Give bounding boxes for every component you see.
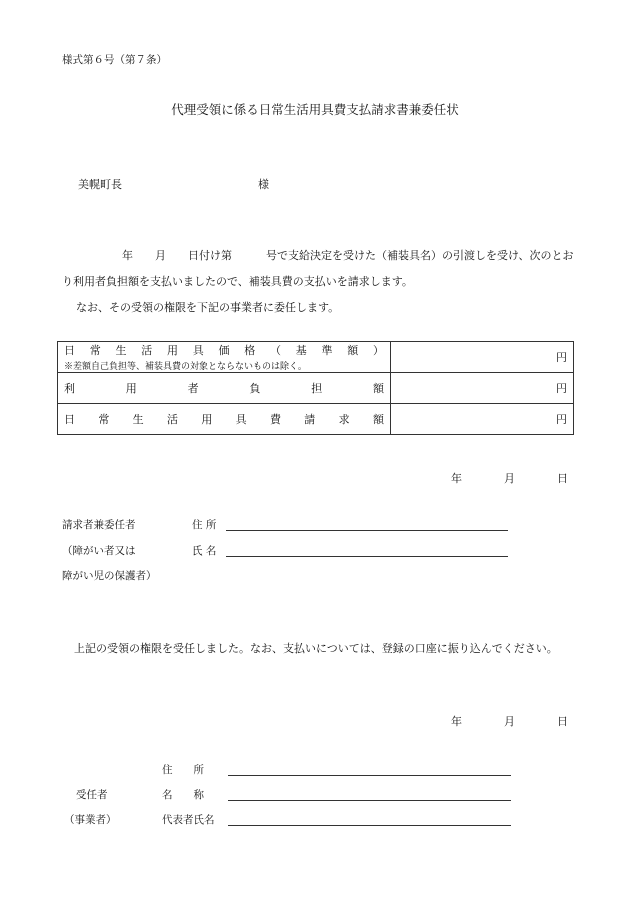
- table-row: [58, 373, 574, 404]
- agent-name-label: 名 称: [162, 789, 204, 801]
- day-label: 日: [557, 472, 568, 485]
- row-label-user-burden: 利 用 者 負 担 額: [64, 382, 384, 395]
- agent-address-label: 住 所: [162, 764, 204, 776]
- year-label: 年: [122, 249, 133, 262]
- agent-label: 受任者: [76, 789, 108, 801]
- applicant-label-sub: （障がい者又は: [62, 545, 136, 557]
- applicant-label-sub2: 障がい児の保護者）: [62, 570, 157, 582]
- day-label: 日: [557, 715, 568, 728]
- applicant-label: 請求者兼委任者: [62, 519, 136, 531]
- agent-name-input[interactable]: [228, 800, 511, 801]
- name-input[interactable]: [226, 556, 508, 557]
- month-label: 月: [155, 249, 166, 262]
- yen-unit: 円: [556, 382, 567, 395]
- table-row: [58, 404, 574, 435]
- date-line-2: [451, 713, 568, 729]
- amount-input-cell[interactable]: [391, 373, 574, 404]
- paragraph-delegation: なお、その受領の権限を下記の事業者に委任します。: [76, 301, 340, 314]
- paragraph-acceptance: 上記の受領の権限を受任しました。なお、支払いについては、登録の口座に振り込んでください。: [74, 642, 558, 655]
- address-label: 住 所: [192, 519, 217, 531]
- date-line-1: [451, 470, 568, 486]
- yen-unit: 円: [556, 351, 567, 364]
- paragraph-request: [62, 243, 582, 295]
- table-label-cell: [58, 373, 391, 404]
- page-title: 代理受領に係る日常生活用具費支払請求書兼委任状: [171, 102, 459, 117]
- year-label: 年: [451, 715, 462, 728]
- amount-table: [57, 341, 574, 435]
- month-label: 月: [504, 472, 515, 485]
- representative-input[interactable]: [228, 825, 511, 826]
- addressee: 美幌町長: [78, 178, 122, 191]
- agent-address-input[interactable]: [228, 775, 511, 776]
- honorific: 様: [258, 178, 269, 191]
- number-part: 号で支給決定を受けた（補装具名）の引渡しを受け、次のとおり利用者負担額を支払いましたので、補装具費の支払いを請求します。: [62, 249, 574, 288]
- month-label: 月: [504, 715, 515, 728]
- row-label-claim-amount: 日 常 生 活 用 具 費 請 求 額: [64, 413, 384, 426]
- agent-label-sub: （事業者）: [64, 814, 117, 826]
- name-label: 氏 名: [192, 545, 217, 557]
- address-input[interactable]: [226, 530, 508, 531]
- form-number: 様式第６号（第７条）: [62, 54, 167, 66]
- row-label-standard-price: 日 常 生 活 用 具 価 格 （ 基 準 額 ）: [64, 344, 384, 357]
- year-label: 年: [451, 472, 462, 485]
- table-label-cell: [58, 342, 391, 373]
- row-note: ※差額自己負担等、補装具費の対象とならないものは除く。: [64, 362, 307, 372]
- representative-label: 代表者氏名: [162, 814, 215, 826]
- table-row: [58, 342, 574, 373]
- yen-unit: 円: [556, 413, 567, 426]
- amount-input-cell[interactable]: [391, 404, 574, 435]
- date-part: 日付け第: [188, 249, 232, 262]
- table-label-cell: [58, 404, 391, 435]
- amount-input-cell[interactable]: [391, 342, 574, 373]
